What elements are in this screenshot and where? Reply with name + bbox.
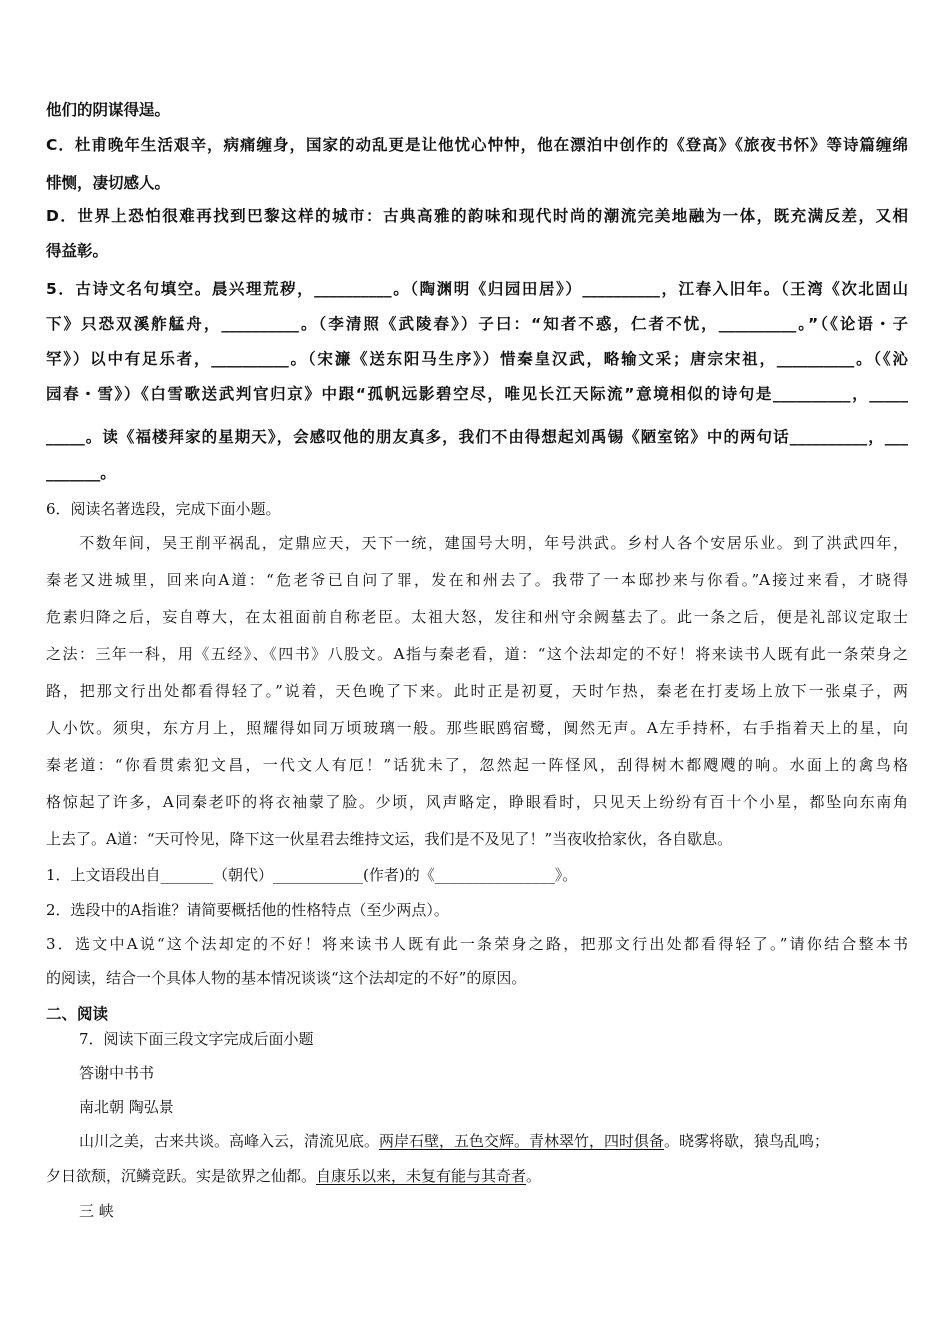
passage-text: 。 bbox=[526, 1167, 542, 1185]
q6-passage-line: 秦老又进城里，回来向A道：“危老爷已自问了罪，发在和州去了。我带了一本邸抄来与你看。”A接过来看，才晓得 bbox=[46, 571, 908, 589]
q6-passage-line: 危素归降之后，妄自尊大，在太祖面前自称老臣。太祖大怒，发往和州守余阙墓去了。此一条之后，便是礼部议定取士 bbox=[46, 608, 908, 626]
q6-sub2: 2．选段中的A指谁？请简要概括他的性格特点（至少两点）。 bbox=[46, 901, 449, 919]
q6-passage-line: 上去了。A道：“天可怜见，降下这一伙星君去维持文运，我们是不及见了！”当夜收拾家伙，各自歇息。 bbox=[46, 830, 733, 848]
q6-sub1: 1．上文语段出自_______（朝代）____________(作者)的《________________》。 bbox=[46, 866, 578, 884]
option-c-line2: 悱恻，凄切感人。 bbox=[46, 174, 171, 192]
q6-passage-line: 路，把那文行出处都看得轻了。”说着，天色晚了下来。此时正是初夏，天时乍热，秦老在打麦场上放下一张桌子，两 bbox=[46, 682, 908, 700]
section-heading-reading: 二、阅读 bbox=[46, 1005, 109, 1023]
q6-passage-line: 之法：三年一科，用《五经》、《四书》八股文。A指与秦老看，道：“这个法却定的不好！将来读书人既有此一条荣身之 bbox=[46, 645, 908, 663]
passage-text: 山川之美，古来共谈。高峰入云，清流见底。 bbox=[79, 1132, 380, 1150]
q6-passage-line: 不数年间，吴王削平祸乱，定鼎应天，天下一统，建国号大明，年号洪武。乡村人各个安居乐业。到了洪武四年， bbox=[46, 534, 908, 552]
underlined-sentence: 两岸石壁，五色交辉。青林翠竹，四时俱备 bbox=[379, 1132, 665, 1150]
q5-line1: 5．古诗文名句填空。晨兴理荒秽，__________。（陶渊明《归园田居》）__________，江春入旧年。（王湾《次北固山 bbox=[46, 280, 908, 298]
q5-line4: 园春・雪》）《白雪歌送武判官归京》中跟“孤帆远影碧空尽，唯见长江天际流”意境相似的诗句是__________，_____ bbox=[46, 385, 908, 403]
q6-sub3-line2: 的阅读，结合一个具体人物的基本情况谈谈“这个法却定的不好”的原因。 bbox=[46, 969, 527, 987]
q6-passage-line: 秦老道：“你看贯索犯文昌，一代文人有厄！”话犹未了，忽然起一阵怪风，刮得树木都飕飕的响。水面上的禽鸟格 bbox=[46, 756, 908, 774]
passage-text: 。晓雾将歇，猿鸟乱鸣； bbox=[664, 1132, 830, 1150]
q6-passage-line: 人小饮。须臾，东方月上，照耀得如同万顷玻璃一般。那些眠鸥宿鹭，阒然无声。A左手持杯，右手指着天上的星，向 bbox=[46, 719, 908, 737]
passage-author: 南北朝 陶弘景 bbox=[79, 1098, 174, 1116]
passage-text: 夕日欲颓，沉鳞竞跃。实是欲界之仙都。 bbox=[46, 1167, 317, 1185]
option-c-line1: C．杜甫晚年生活艰辛，病痛缠身，国家的动乱更是让他忧心忡忡，他在漂泊中创作的《登高》《旅夜书怀》等诗篇缠绵 bbox=[46, 136, 908, 154]
q6-intro: 6．阅读名著选段，完成下面小题。 bbox=[46, 500, 281, 518]
q5-line3: 罕》）以中有足乐者，__________。（宋濂《送东阳马生序》）惜秦皇汉武，略输文采；唐宗宋祖，__________。（《沁 bbox=[46, 350, 908, 368]
next-passage-title: 三 峡 bbox=[79, 1202, 114, 1220]
q7-intro: 7．阅读下面三段文字完成后面小题 bbox=[79, 1030, 314, 1048]
q6-sub3-line1: 3．选文中A说“这个法却定的不好！将来读书人既有此一条荣身之路，把那文行出处都看得轻了。”请你结合整本书 bbox=[46, 935, 908, 953]
passage-line-2 bbox=[46, 1165, 908, 1187]
option-d-line2: 得益彰。 bbox=[46, 242, 109, 260]
q5-line5: _____。读《福楼拜家的星期天》，会感叹他的朋友真多，我们不由得想起刘禹锡《陋室铭》中的两句话__________，___ bbox=[46, 428, 908, 446]
q5-line2: 下》只恐双溪舴艋舟，__________。（李清照《武陵春》）子曰：“知者不惑，仁者不忧，__________。”（《论语・子 bbox=[46, 315, 908, 333]
passage-title: 答谢中书书 bbox=[79, 1064, 155, 1082]
option-b-tail: 他们的阴谋得逞。 bbox=[46, 101, 171, 119]
q6-passage-line: 格惊起了许多，A同秦老吓的将衣袖蒙了脸。少顷，风声略定，睁眼看时，只见天上纷纷有百十个小星，都坠向东南角 bbox=[46, 793, 908, 811]
option-d-line1: D．世界上恐怕很难再找到巴黎这样的城市：古典高雅的韵味和现代时尚的潮流完美地融为一体，既充满反差，又相 bbox=[46, 207, 908, 225]
passage-line-1 bbox=[79, 1130, 908, 1152]
q5-line6: _______。 bbox=[46, 464, 116, 482]
underlined-sentence: 自康乐以来，未复有能与其奇者 bbox=[316, 1167, 527, 1185]
